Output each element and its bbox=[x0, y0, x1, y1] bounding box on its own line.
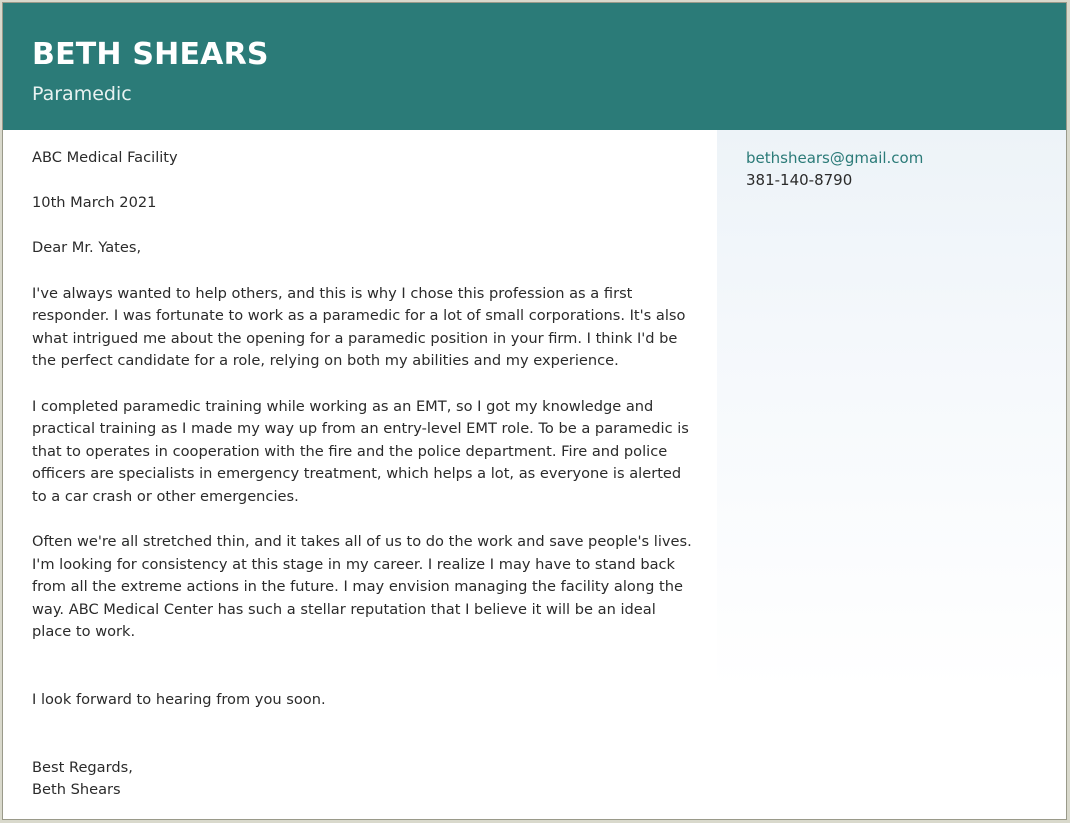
applicant-role: Paramedic bbox=[32, 83, 132, 105]
contact-sidebar bbox=[717, 130, 1067, 820]
body-paragraph-3: Often we're all stretched thin, and it takes all of us to do the work and save people's lives. I'm looking for consistency at this stage in my career. I realize I may have to stand back from all the extreme actions in the future. I may envision managing the facility along the way. ABC Medical Center has such a stellar reputation that I believe it will be an ideal place to work. bbox=[32, 533, 692, 641]
body-paragraph-1: I've always wanted to help others, and this is why I chose this profession as a first responder. I was fortunate to work as a paramedic for a lot of small corporations. It's also what intrigued me about the opening for a paramedic position in your firm. I think I'd be the perfect candidate for a role, relying on both my abilities and my experience. bbox=[32, 284, 686, 370]
letter-date: 10th March 2021 bbox=[32, 194, 157, 212]
recipient-company: ABC Medical Facility bbox=[32, 149, 178, 166]
body-paragraph-2: I completed paramedic training while working as an EMT, so I got my knowledge and practical training as I made my way up from an entry-level EMT role. To be a paramedic is that to operates in cooperation with the fire and the police department. Fire and police officers are specialists in emergency treatment, which helps a lot, as everyone is alerted to a car crash or other emergencies. bbox=[32, 397, 689, 505]
closing-line: I look forward to hearing from you soon. bbox=[32, 691, 326, 709]
sign-off: Best Regards, bbox=[32, 758, 133, 776]
email-link[interactable]: bethshears@gmail.com bbox=[746, 149, 924, 167]
cover-letter-page bbox=[2, 2, 1067, 820]
salutation: Dear Mr. Yates, bbox=[32, 239, 142, 257]
phone-number: 381-140-8790 bbox=[746, 171, 853, 189]
signature-name: Beth Shears bbox=[32, 781, 121, 799]
letter-body bbox=[32, 147, 697, 802]
applicant-name: BETH SHEARS bbox=[32, 37, 269, 72]
letter-header bbox=[3, 3, 1066, 130]
